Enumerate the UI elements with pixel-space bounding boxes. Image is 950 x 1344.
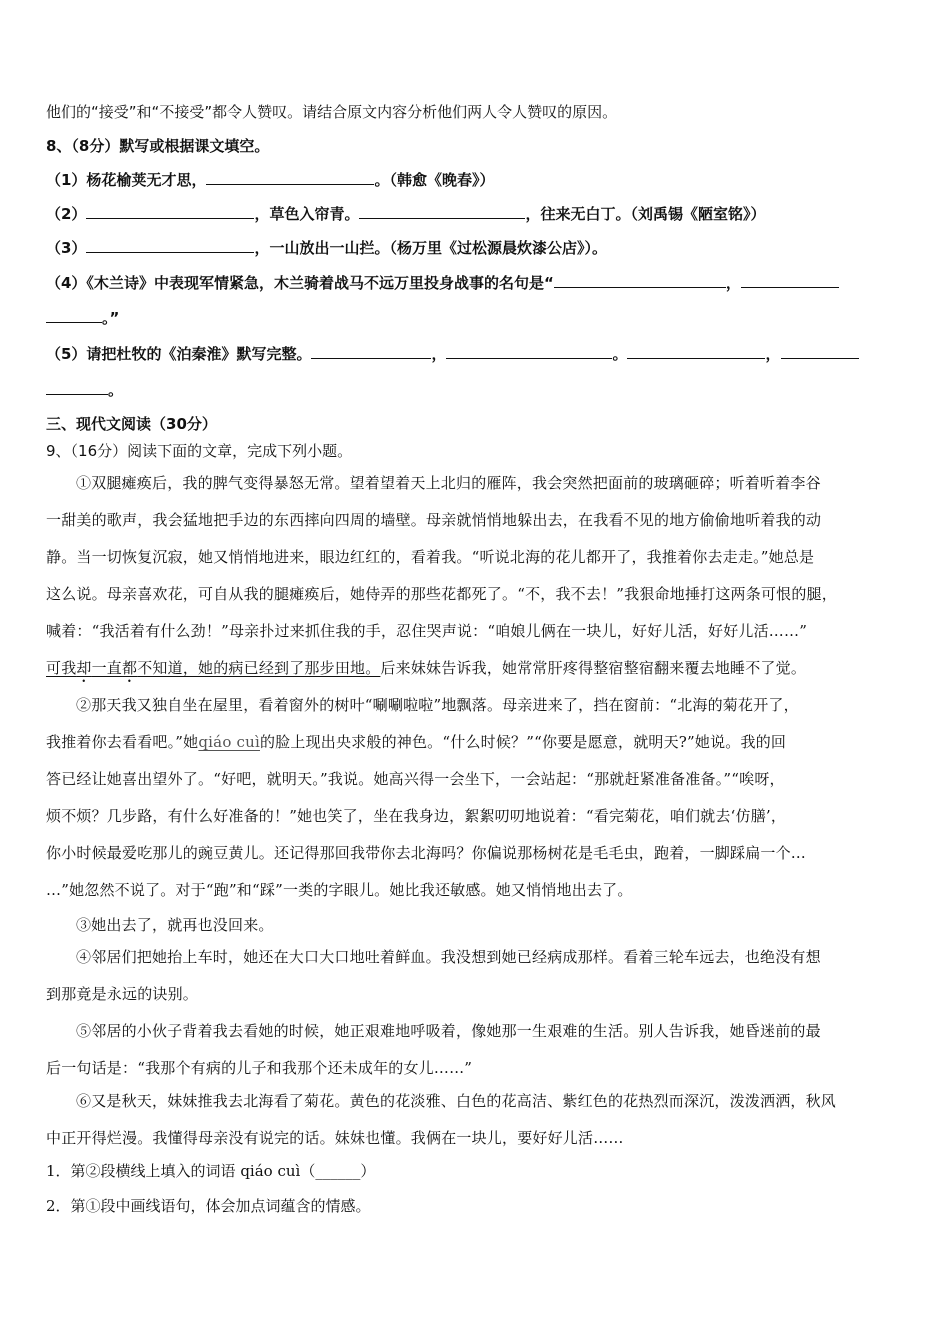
underlined-text: 可我 — [46, 659, 77, 677]
article-p1-line-4: 这么说。母亲喜欢花，可自从我的腿瘫痪后，她侍弄的那些花都死了。“不，我不去！”我狠命地捶打这两条可恨的腿， — [46, 585, 837, 603]
answer-blank[interactable] — [446, 342, 612, 359]
article-text: 后来妹妹告诉我，她常常肝疼得整宿整宿翻来覆去地睡不了觉。 — [380, 659, 807, 677]
article-p1-line-5: 喊着：“我活着有什么劲！”母亲扑过来抓住我的手，忍住哭声说：“咱娘儿俩在一块儿，好好儿活，好好儿活……” — [46, 622, 808, 640]
article-p2-line-1: ②那天我又独自坐在屋里，看着窗外的树叶“唰唰啦啦”地飘落。母亲进来了，挡在窗前：“北海的菊花开了， — [76, 696, 799, 714]
q8-line-5-suffix: 。 — [108, 381, 124, 399]
article-p4-line-2: 到那竟是永远的诀别。 — [46, 985, 199, 1003]
q8-line-4 — [46, 271, 839, 294]
article-p1-line-6 — [46, 657, 806, 686]
answer-blank[interactable] — [741, 271, 839, 288]
answer-blank[interactable] — [627, 342, 765, 359]
q8-header: 8、（8分）默写或根据课文填空。 — [46, 137, 270, 155]
q9-header: 9、（16分）阅读下面的文章，完成下列小题。 — [46, 442, 353, 460]
q8-line-2 — [46, 202, 765, 225]
section-3-heading: 三、现代文阅读（30分） — [46, 415, 217, 433]
underlined-text: 一直 — [91, 659, 123, 677]
q8-line-4-suffix: 。” — [102, 309, 120, 327]
underlined-text: 不知道，她的病已经到了那步田地。 — [137, 659, 381, 677]
q8-line-2-mid: ，草色入帘青。 — [254, 205, 360, 223]
article-p3: ③她出去了，就再也没回来。 — [76, 916, 274, 934]
article-p5-line-2: 后一句话是：“我那个有病的儿子和我那个还未成年的女儿……” — [46, 1059, 473, 1077]
answer-blank[interactable] — [86, 202, 254, 219]
q8-line-4-cont — [46, 306, 119, 329]
article-p2-line-2 — [46, 731, 786, 753]
q8-line-1 — [46, 168, 494, 191]
answer-blank[interactable] — [206, 168, 374, 185]
answer-blank[interactable] — [359, 202, 525, 219]
article-p2-line-6: …”她忽然不说了。对于“跑”和“踩”一类的字眼儿。她比我还敏感。她又悄悄地出去了。 — [46, 881, 633, 899]
underlined-sentence — [46, 659, 380, 677]
q8-line-5-comma2: ， — [765, 345, 781, 363]
answer-blank[interactable] — [86, 236, 254, 253]
q8-line-3-prefix: （3） — [46, 239, 87, 257]
article-p1-line-1: ①双腿瘫痪后，我的脾气变得暴怒无常。望着望着天上北归的雁阵，我会突然把面前的玻璃砸碎；听着听着李谷 — [76, 474, 821, 492]
q8-line-5-comma1: ， — [431, 345, 447, 363]
dotted-word: 却 — [76, 659, 92, 677]
q8-line-5 — [46, 342, 859, 365]
q8-line-2-prefix: （2） — [46, 205, 87, 223]
article-p1-line-2: 一甜美的歌声，我会猛地把手边的东西摔向四周的墙壁。母亲就悄悄地躲出去，在我看不见的地方偷偷地听着我的动 — [46, 511, 822, 529]
article-p2-line-4: 烦不烦？几步路，有什么好准备的！”她也笑了，坐在我身边，絮絮叨叨地说着：“看完菊花，咱们就去‘仿膳’， — [46, 807, 787, 825]
q8-line-5-period1: 。 — [612, 345, 628, 363]
q8-line-4-prefix: （4）《木兰诗》中表现军情紧急，木兰骑着战马不远万里投身战事的名句是“ — [46, 274, 554, 292]
sub-question-1: 1．第②段横线上填入的词语 qiáo cuì（______） — [46, 1162, 376, 1180]
q8-line-2-suffix: ，往来无白丁。（刘禹锡《陋室铭》） — [525, 205, 766, 223]
article-p4-line-1: ④邻居们把她抬上车时，她还在大口大口地吐着鲜血。我没想到她已经病成那样。看着三轮车远去，也绝没有想 — [76, 948, 821, 966]
q8-line-3 — [46, 236, 607, 259]
dotted-word: 都 — [122, 659, 138, 677]
pinyin-blank: qiáo cuì — [198, 733, 260, 751]
article-p6-line-1: ⑥又是秋天，妹妹推我去北海看了菊花。黄色的花淡雅、白色的花高洁、紫红色的花热烈而深沉，泼泼洒洒，秋风 — [76, 1092, 837, 1110]
sub-question-2: 2．第①段中画线语句，体会加点词蕴含的情感。 — [46, 1197, 371, 1215]
article-text: 我推着你去看看吧。”她 — [46, 733, 199, 751]
q8-line-1-prefix: （1）杨花榆荚无才思， — [46, 171, 207, 189]
article-p2-line-5: 你小时候最爱吃那儿的豌豆黄儿。还记得那回我带你去北海吗？你偏说那杨树花是毛毛虫，跑着，一脚踩扁一个… — [46, 844, 807, 862]
article-text: 的脸上现出央求般的神色。“什么时候？”“你要是愿意，就明天?”她说。我的回 — [259, 733, 787, 751]
q8-line-3-suffix: ，一山放出一山拦。（杨万里《过松源晨炊漆公店》）。 — [254, 239, 607, 257]
article-p5-line-1: ⑤邻居的小伙子背着我去看她的时候，她正艰难地呼吸着，像她那一生艰难的生活。别人告诉我，她昏迷前的最 — [76, 1022, 821, 1040]
article-p1-line-3: 静。当一切恢复沉寂，她又悄悄地进来，眼边红红的，看着我。“听说北海的花儿都开了，我推着你去走走。”她总是 — [46, 548, 815, 566]
answer-blank[interactable] — [46, 378, 108, 395]
answer-blank[interactable] — [311, 342, 431, 359]
article-p6-line-2: 中正开得烂漫。我懂得母亲没有说完的话。妹妹也懂。我俩在一块儿，要好好儿活…… — [46, 1129, 624, 1147]
q8-line-5-cont — [46, 378, 123, 401]
q8-line-1-suffix: 。（韩愈《晚春》） — [374, 171, 495, 189]
q8-line-5-prefix: （5）请把杜牧的《泊秦淮》默写完整。 — [46, 345, 312, 363]
answer-blank[interactable] — [46, 306, 102, 323]
q7-tail-text: 他们的“接受”和“不接受”都令人赞叹。请结合原文内容分析他们两人令人赞叹的原因。 — [46, 103, 618, 121]
article-p2-line-3: 答已经让她喜出望外了。“好吧，就明天。”我说。她高兴得一会坐下，一会站起：“那就赶紧准备准备。”“唉呀， — [46, 770, 785, 788]
q8-line-4-comma: ， — [725, 274, 741, 292]
answer-blank[interactable] — [554, 271, 726, 288]
answer-blank[interactable] — [781, 342, 859, 359]
